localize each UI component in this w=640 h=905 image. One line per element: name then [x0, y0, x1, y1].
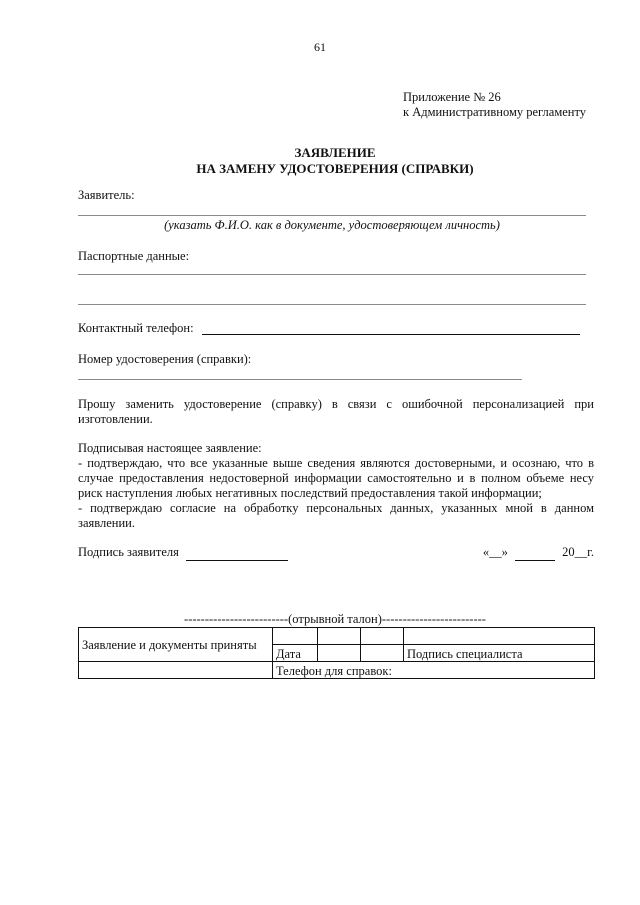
- specialist-signature-label: Подпись специалиста: [407, 647, 523, 661]
- stub-date-label: Дата: [276, 647, 301, 661]
- stub-date-field-1[interactable]: [318, 645, 361, 662]
- stub-cell-blank-2[interactable]: [318, 628, 361, 645]
- phone-label: Контактный телефон:: [78, 321, 194, 335]
- stub-cell-blank-1[interactable]: [273, 628, 318, 645]
- confirmation-item-accuracy: - подтверждаю, что все указанные выше сведения являются достоверными, и осознаю, что в случае предоставления недостоверной информации самостоятельно и в полном объеме несу риск наступления любых негативных последствий предоставления такой информации;: [78, 456, 594, 500]
- page-number: 61: [314, 40, 326, 54]
- phone-field-line[interactable]: [202, 334, 580, 335]
- tear-off-stub-table: [78, 627, 595, 679]
- signature-row: [78, 545, 288, 561]
- signature-label: Подпись заявителя: [78, 545, 179, 559]
- applicant-label: Заявитель:: [78, 188, 135, 202]
- date-month-field-line[interactable]: [515, 545, 555, 561]
- appendix-line-2: к Административному регламенту: [403, 105, 587, 119]
- stub-cell-blank-4[interactable]: [404, 628, 595, 645]
- passport-label: Паспортные данные:: [78, 249, 190, 263]
- stub-cell-blank-3[interactable]: [361, 628, 404, 645]
- confirmation-block: [78, 441, 594, 531]
- confirmation-intro: Подписывая настоящее заявление:: [78, 441, 262, 455]
- applicant-field-line[interactable]: [78, 215, 586, 216]
- document-title: [0, 145, 640, 177]
- request-paragraph: Прошу заменить удостоверение (справку) в связи с ошибочной персонализацией при изготовлении.: [78, 397, 594, 426]
- date-label-cell: [273, 645, 318, 662]
- date-day: «__»: [482, 545, 508, 559]
- certificate-number-label: Номер удостоверения (справки):: [78, 352, 252, 366]
- stub-date-field-2[interactable]: [361, 645, 404, 662]
- reference-phone-label: Телефон для справок:: [276, 664, 392, 678]
- signature-field-line[interactable]: [186, 545, 288, 561]
- document-title-line-2: НА ЗАМЕНУ УДОСТОВЕРЕНИЯ (СПРАВКИ): [196, 161, 474, 176]
- applicant-hint: (указать Ф.И.О. как в документе, удостоверяющем личность): [164, 218, 500, 232]
- confirmation-item-consent: - подтверждаю согласие на обработку персональных данных, указанных мной в данном заявлении.: [78, 501, 594, 530]
- reference-phone-cell: [273, 662, 595, 679]
- passport-field-line-2[interactable]: [78, 304, 586, 305]
- appendix-line-1: Приложение № 26: [403, 90, 501, 104]
- document-title-line-1: ЗАЯВЛЕНИЕ: [294, 145, 376, 160]
- date-year: 20__г.: [562, 545, 594, 559]
- stub-cell-empty-left: [79, 662, 273, 679]
- certificate-number-field-line[interactable]: [78, 379, 522, 380]
- date-row: [440, 545, 594, 561]
- accepted-label: Заявление и документы приняты: [82, 637, 257, 652]
- tear-off-separator: -------------------------(отрывной талон)-------------------------: [184, 612, 486, 626]
- specialist-signature-cell: [404, 645, 595, 662]
- accepted-label-cell: [79, 628, 273, 662]
- appendix-heading: [403, 90, 586, 120]
- passport-field-line-1[interactable]: [78, 274, 586, 275]
